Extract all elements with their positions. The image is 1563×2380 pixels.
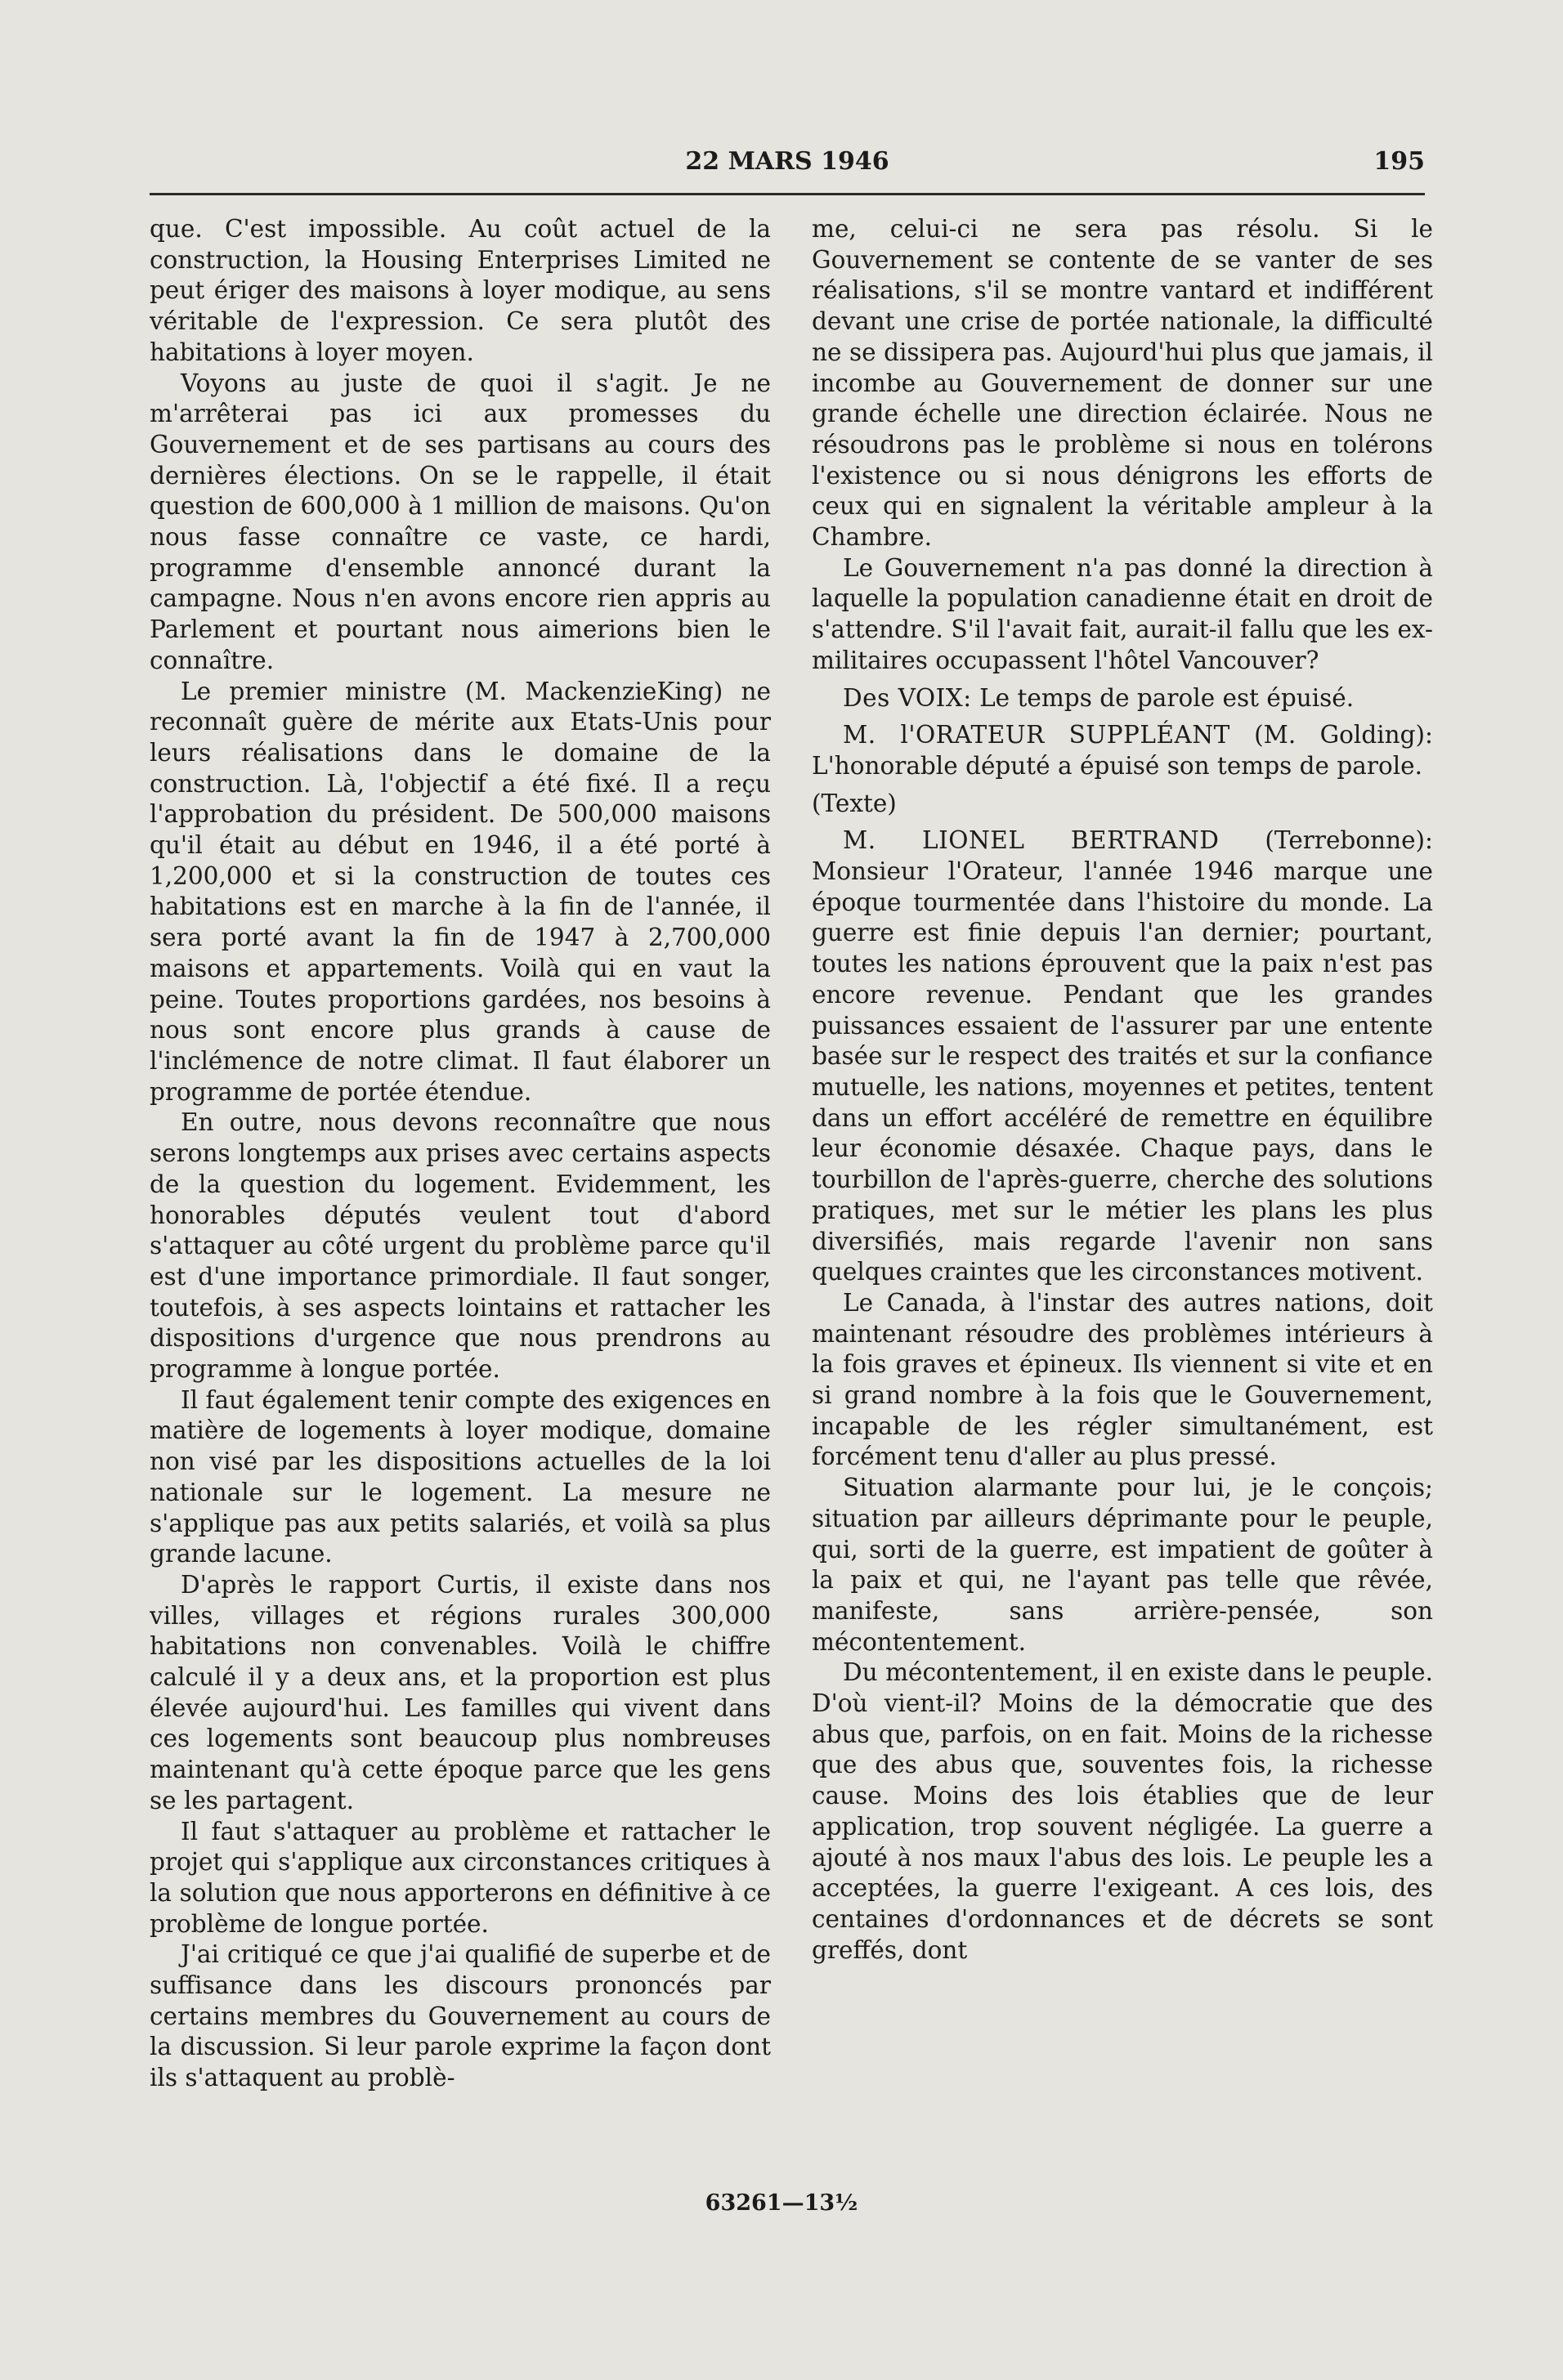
right-column bbox=[812, 214, 1433, 2172]
paragraph: Voyons au juste de quoi il s'agit. Je ne m'arrêterai pas ici aux promesses du Gouvernement et de ses partisans au cours des dernières élections. On se le rappelle, il était question de 600,000 à 1 million de maisons. Qu'on nous fasse connaître ce vaste, ce hardi, programme d'ensemble annoncé durant la campagne. Nous n'en avons encore rien appris au Parlement et pourtant nous aimerions bien le connaître. bbox=[150, 369, 771, 674]
paragraph: Le Gouvernement n'a pas donné la direction à laquelle la population canadienne était en droit de s'attendre. S'il l'avait fait, aurait-il fallu que les ex-militaires occupassent l'hôtel Vancouver? bbox=[812, 553, 1433, 674]
paragraph: Il faut s'attaquer au problème et rattacher le projet qui s'applique aux circonstances critiques à la solution que nous apporterons en définitive à ce problème de longue portée. bbox=[150, 1817, 771, 1938]
page-number: 195 bbox=[1373, 147, 1425, 176]
speech-opening bbox=[812, 825, 1433, 1288]
remark-text: Le temps de parole est épuisé. bbox=[979, 683, 1355, 712]
speech-text: (Terrebonne): Monsieur l'Orateur, l'année 1946 marque une époque tourmentée dans l'histoire du monde. La guerre est finie depuis l'an dernier; pourtant, toutes les nations éprouvent que la paix n'est pas encore revenue. Pendant que les grandes puissances essaient de l'assurer par une entente basée sur le respect des traités et sur la confiance mutuelle, les nations, moyennes et petites, tentent dans un effort accéléré de remettre en équilibre leur économie désaxée. Chaque pays, dans le tourbillon de l'après-guerre, cherche des solutions pratiques, met sur le métier les plans les plus diversifiés, mais regarde l'avenir non sans quelques craintes que les circonstances motivent. bbox=[812, 826, 1433, 1286]
page-header bbox=[150, 147, 1425, 185]
header-rule bbox=[150, 193, 1425, 195]
speaker-name: Des VOIX: bbox=[843, 683, 972, 712]
paragraph: que. C'est impossible. Au coût actuel de la construction, la Housing Enterprises Limited ne peut ériger des maisons à loyer modique, au sens véritable de l'expression. Ce sera plutôt des habitations à loyer moyen. bbox=[150, 215, 771, 366]
acting-speaker-remark bbox=[812, 720, 1433, 781]
page-date: 22 MARS 1946 bbox=[685, 147, 889, 176]
paragraph: Situation alarmante pour lui, je le conçois; situation par ailleurs déprimante pour le peuple, qui, sorti de la guerre, est impatient de goûter à la paix et qui, ne l'ayant pas telle que rêvée, manifeste, sans arrière-pensée, son mécontentement. bbox=[812, 1474, 1433, 1656]
left-column bbox=[150, 214, 771, 2172]
remark-text: (M. Golding): L'honorable député a épuisé son temps de parole. bbox=[812, 721, 1433, 780]
voices-remark bbox=[812, 683, 1433, 714]
paragraph: me, celui-ci ne sera pas résolu. Si le Gouvernement se contente de se vanter de ses réalisations, s'il se montre vantard et indifférent devant une crise de portée nationale, la difficulté ne se dissipera pas. Aujourd'hui plus que jamais, il incombe au Gouvernement de donner sur une grande échelle une direction éclairée. Nous ne résoudrons pas le problème si nous en tolérons l'existence ou si nous dénigrons les efforts de ceux qui en signalent la véritable ampleur à la Chambre. bbox=[812, 215, 1433, 552]
paragraph: Du mécontentement, il en existe dans le peuple. D'où vient-il? Moins de la démocratie que des abus que, parfois, on en fait. Moins de la richesse que des abus que, souventes fois, la richesse cause. Moins des lois établies que de leur application, trop souvent négligée. La guerre a ajouté à nos maux l'abus des lois. Le peuple les a acceptées, la guerre l'exigeant. A ces lois, des centaines d'ordonnances et de décrets se sont greffés, dont bbox=[812, 1658, 1433, 1964]
paragraph: J'ai critiqué ce que j'ai qualifié de superbe et de suffisance dans les discours prononcés par certains membres du Gouvernement au cours de la discussion. Si leur parole exprime la façon dont ils s'attaquent au problè- bbox=[150, 1940, 771, 2092]
paragraph: Le Canada, à l'instar des autres nations, doit maintenant résoudre des problèmes intérieurs à la fois graves et épineux. Ils viennent si vite et en si grand nombre à la fois que le Gouvernement, incapable de les régler simultanément, est forcément tenu d'aller au plus pressé. bbox=[812, 1288, 1433, 1471]
paragraph: En outre, nous devons reconnaître que nous serons longtemps aux prises avec certains aspects de la question du logement. Evidemment, les honorables députés veulent tout d'abord s'attaquer au côté urgent du problème parce qu'il est d'une importance primordiale. Il faut songer, toutefois, à ses aspects lointains et rattacher les dispositions d'urgence que nous prendrons au programme à longue portée. bbox=[150, 1108, 771, 1384]
texte-marker: (Texte) bbox=[812, 789, 897, 817]
paragraph: D'après le rapport Curtis, il existe dans nos villes, villages et régions rurales 300,000 habitations non convenables. Voilà le chiffre calculé il y a deux ans, et la proportion est plus élevée aujourd'hui. Les familles qui vivent dans ces logements sont beaucoup plus nombreuses maintenant qu'à cette époque parce que les gens se les partagent. bbox=[150, 1570, 771, 1814]
speaker-name: M. l'ORATEUR SUPPLÉANT bbox=[843, 721, 1230, 749]
page-footer-code: 63261—13½ bbox=[705, 2190, 858, 2216]
speaker-name: M. LIONEL BERTRAND bbox=[843, 826, 1220, 855]
paragraph: Il faut également tenir compte des exigences en matière de logements à loyer modique, domaine non visé par les dispositions actuelles de la loi nationale sur le logement. La mesure ne s'applique pas aux petits salariés, et voilà sa plus grande lacune. bbox=[150, 1385, 771, 1568]
paragraph: Le premier ministre (M. MackenzieKing) ne reconnaît guère de mérite aux Etats-Unis pour leurs réalisations dans le domaine de la construction. Là, l'objectif a été fixé. Il a reçu l'approbation du président. De 500,000 maisons qu'il était au début en 1946, il a été porté à 1,200,000 et si la construction de toutes ces habitations est en marche à la fin de l'année, il sera porté avant la fin de 1947 à 2,700,000 maisons et appartements. Voilà qui en vaut la peine. Toutes proportions gardées, nos besoins à nous sont encore plus grands à cause de l'inclémence de notre climat. Il faut élaborer un programme de portée étendue. bbox=[150, 677, 771, 1106]
